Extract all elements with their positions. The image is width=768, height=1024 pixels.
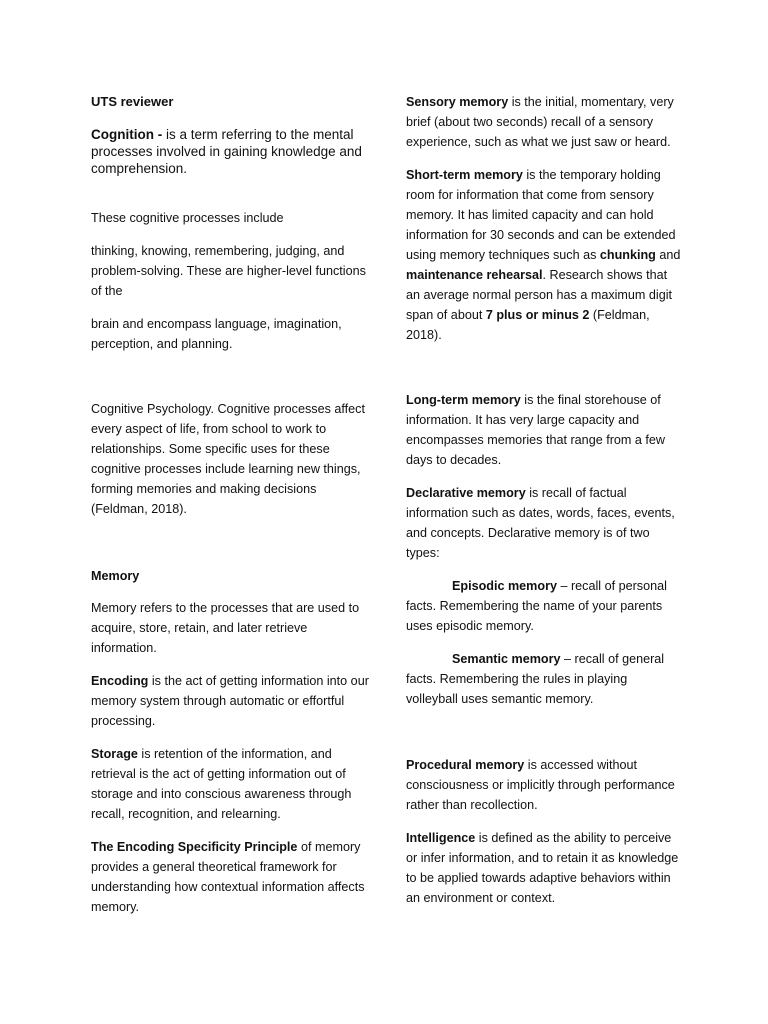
brain-functions-paragraph: brain and encompass language, imagination, perception, and planning.: [91, 317, 342, 351]
cognition-term: Cognition -: [91, 127, 163, 142]
sensory-memory-paragraph: Sensory memory is the initial, momentary, very brief (about two seconds) recall of a sensory experience, such as what we just saw or heard.: [406, 95, 674, 149]
memory-heading: Memory: [91, 569, 140, 583]
episodic-memory-paragraph: Episodic memory – recall of personal facts. Remembering the name of your parents uses episodic memory.: [406, 579, 667, 633]
cognition-definition: Cognition - is a term referring to the mental processes involved in gaining knowledge and comprehension.: [91, 127, 362, 176]
encoding-specificity-term: The Encoding Specificity Principle: [91, 840, 298, 854]
encoding-specificity-paragraph: The Encoding Specificity Principle of memory provides a general theoretical framework for understanding how contextual information affects memory.: [91, 840, 365, 914]
short-term-memory-paragraph: Short-term memory is the temporary holding room for information that come from sensory memory. It has limited capacity and can hold information for 30 seconds and can be extended using memory techniques such as chunking and maintenance rehearsal. Research shows that an average normal person has a maximum digit span of about 7 plus or minus 2 (Feldman, 2018).: [406, 168, 681, 342]
declarative-memory-paragraph: Declarative memory is recall of factual information such as dates, words, faces, events, and concepts. Declarative memory is of two types:: [406, 486, 675, 560]
procedural-memory-paragraph: Procedural memory is accessed without consciousness or implicitly through performance rather than recollection.: [406, 758, 675, 812]
cognitive-processes-intro: These cognitive processes include: [91, 211, 284, 225]
document-title: UTS reviewer: [91, 94, 174, 109]
cognitive-psychology-paragraph: Cognitive Psychology. Cognitive processes affect every aspect of life, from school to work to relationships. Some specific uses for these cognitive processes include learning new things, forming memories and making decisions (Feldman, 2018).: [91, 402, 365, 516]
intelligence-term: Intelligence: [406, 831, 476, 845]
long-term-memory-paragraph: Long-term memory is the final storehouse of information. It has very large capacity and encompasses memories that range from a few days to decades.: [406, 393, 665, 467]
encoding-term: Encoding: [91, 674, 149, 688]
cognitive-processes-list: thinking, knowing, remembering, judging, and problem-solving. These are higher-level functions of the: [91, 244, 366, 298]
procedural-memory-term: Procedural memory: [406, 758, 525, 772]
declarative-memory-term: Declarative memory: [406, 486, 526, 500]
short-term-memory-term: Short-term memory: [406, 168, 523, 182]
episodic-memory-term: Episodic memory: [452, 579, 557, 593]
sensory-memory-term: Sensory memory: [406, 95, 509, 109]
encoding-paragraph: Encoding is the act of getting information into our memory system through automatic or effortful processing.: [91, 674, 369, 728]
memory-definition: Memory refers to the processes that are used to acquire, store, retain, and later retrieve information.: [91, 601, 360, 655]
semantic-memory-term: Semantic memory: [452, 652, 561, 666]
storage-paragraph: Storage is retention of the information, and retrieval is the act of getting information out of storage and into conscious awareness through recall, recognition, and relearning.: [91, 747, 352, 821]
long-term-memory-term: Long-term memory: [406, 393, 521, 407]
intelligence-paragraph: Intelligence is defined as the ability to perceive or infer information, and to retain it as knowledge to be applied towards adaptive behaviors within an environment or context.: [406, 831, 679, 905]
semantic-memory-paragraph: Semantic memory – recall of general facts. Remembering the rules in playing volleyball uses semantic memory.: [406, 652, 665, 706]
storage-term: Storage: [91, 747, 138, 761]
